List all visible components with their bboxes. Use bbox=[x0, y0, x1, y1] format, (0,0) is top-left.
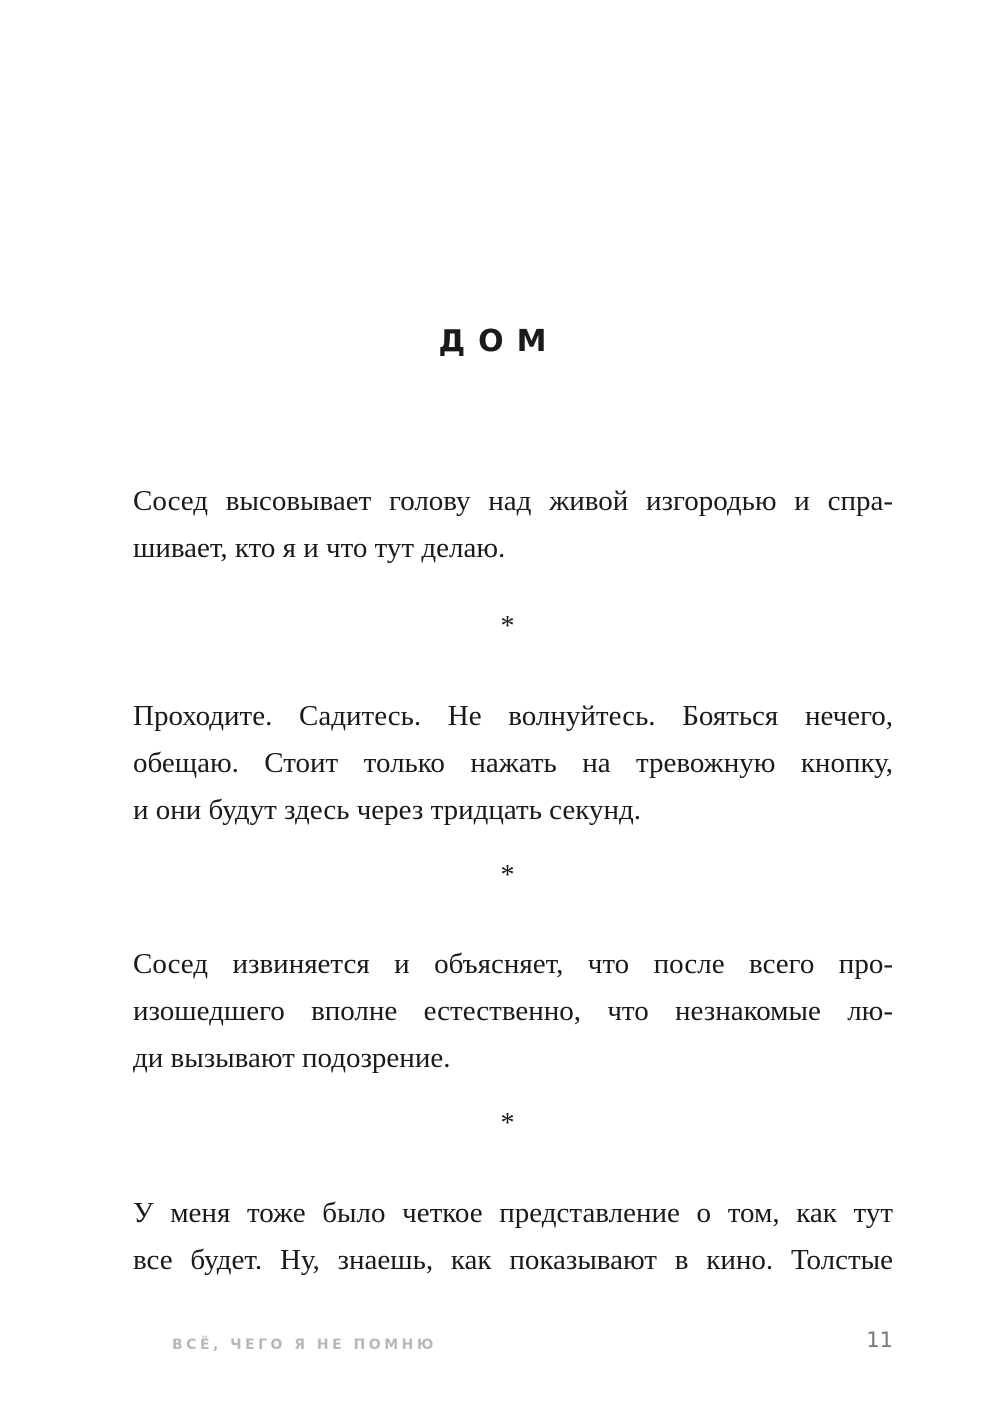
section-separator: * bbox=[500, 611, 515, 642]
paragraph-3 bbox=[133, 941, 893, 1082]
chapter-title: ДОМ bbox=[438, 324, 560, 359]
paragraph-line: Сосед высовывает голову над живой изгородью и спра- bbox=[133, 485, 893, 517]
paragraph-line: ди вызывают подозрение. bbox=[133, 1042, 451, 1074]
paragraph-4 bbox=[133, 1190, 893, 1284]
paragraph-line: У меня тоже было четкое представление о том, как тут bbox=[133, 1197, 893, 1229]
paragraph-line: обещаю. Стоит только нажать на тревожную кнопку, bbox=[133, 747, 893, 779]
paragraph-line: Проходите. Садитесь. Не волнуйтесь. Бояться нечего, bbox=[133, 700, 893, 732]
paragraph-line: все будет. Ну, знаешь, как показывают в кино. Толстые bbox=[133, 1244, 893, 1276]
paragraph-line: изошедшего вполне естественно, что незнакомые лю- bbox=[133, 995, 893, 1027]
section-separator: * bbox=[500, 860, 515, 891]
paragraph-1 bbox=[133, 478, 893, 572]
section-separator: * bbox=[500, 1108, 515, 1139]
paragraph-line: и они будут здесь через тридцать секунд. bbox=[133, 794, 641, 826]
page-number: 11 bbox=[866, 1328, 893, 1352]
paragraph-line: шивает, кто я и что тут делаю. bbox=[133, 532, 506, 564]
paragraph-2 bbox=[133, 693, 893, 834]
paragraph-line: Сосед извиняется и объясняет, что после всего про- bbox=[133, 948, 893, 980]
running-footer-book-title: ВСЁ, ЧЕГО Я НЕ ПОМНЮ bbox=[172, 1337, 437, 1353]
